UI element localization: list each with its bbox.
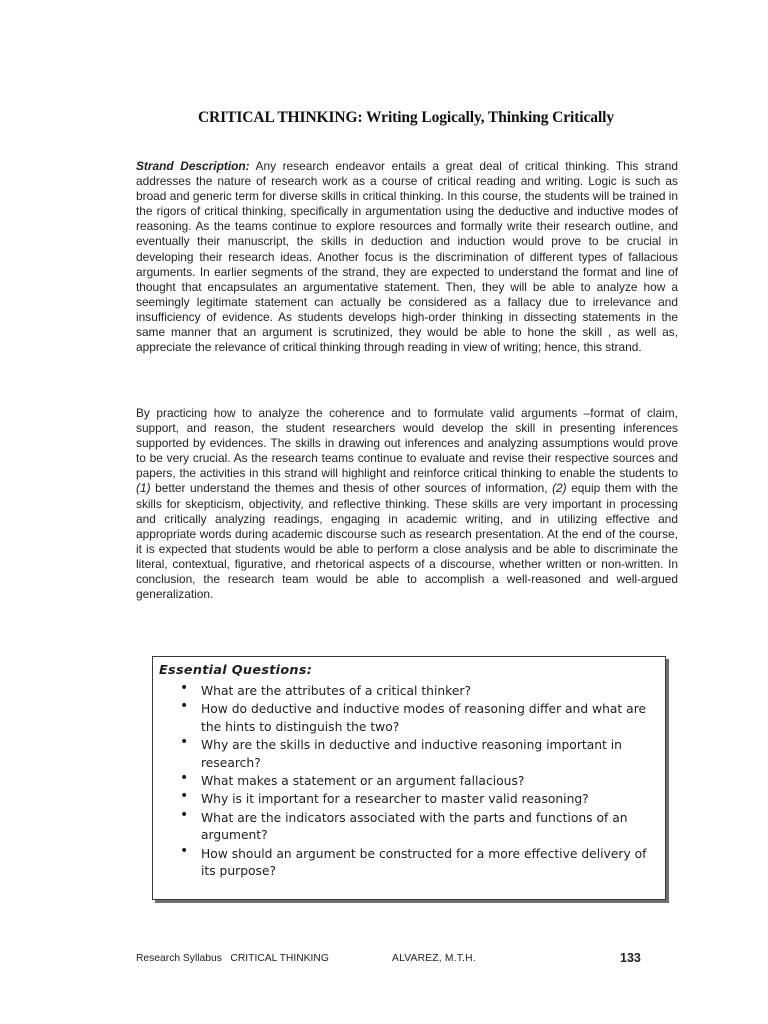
practice-text-c: equip them with the skills for skepticism, objectivity, and reflective thinking. These skills are very important in processing and critically analyzing readings, engaging in academic writing, and in utilizing effective and appropriate words during academic discourse such as research presentation. At the end of the course, it is expected that students would be able to perform a close analysis and be able to discriminate the literal, contextual, figurative, and rhetorical aspects of a discourse, whether written or non-written. In conclusion, the research team would be able to accomplish a well-reasoned and well-argued generalization. <box>136 481 678 602</box>
bullet-icon: • <box>180 788 189 805</box>
bullet-icon: • <box>180 698 189 715</box>
item-marker-1: (1) <box>136 481 151 496</box>
page-number: 133 <box>620 951 641 965</box>
list-item <box>153 788 665 808</box>
practice-text-b: better understand the themes and thesis of other sources of information, <box>150 481 553 496</box>
question-text: What makes a statement or an argument fallacious? <box>201 774 525 789</box>
item-marker-2: (2) <box>552 481 567 496</box>
bullet-icon: • <box>180 680 189 696</box>
essential-questions-heading: Essential Questions: <box>159 663 313 678</box>
footer-course: Research Syllabus CRITICAL THINKING <box>136 953 329 964</box>
list-item <box>153 698 665 736</box>
practice-text-a: By practicing how to analyze the coherence and to formulate valid arguments –format of claim, support, and reason, the student researchers would develop the skill in presenting inferences supported by evidences. The skills in drawing out inferences and analyzing assumptions would prove to be very crucial. As the research teams continue to evaluate and revise their respective sources and papers, the activities in this strand will highlight and reinforce critical thinking to enable the students to <box>136 406 678 481</box>
strand-description-label: Strand Description: <box>136 159 250 173</box>
list-item <box>153 806 665 845</box>
bullet-icon: • <box>180 734 189 751</box>
list-item <box>153 680 665 700</box>
question-text: Why are the skills in deductive and inductive reasoning important in research? <box>201 738 622 770</box>
bullet-icon: • <box>180 806 189 823</box>
essential-questions-box <box>152 656 666 900</box>
list-item <box>153 770 665 790</box>
bullet-icon: • <box>180 842 189 859</box>
list-item <box>153 734 665 772</box>
practice-paragraph <box>136 406 678 602</box>
question-text: Why is it important for a researcher to master valid reasoning? <box>201 792 589 807</box>
question-text: What are the attributes of a critical thinker? <box>201 684 472 698</box>
list-item <box>153 842 665 881</box>
page-title: CRITICAL THINKING: Writing Logically, Thinking Critically <box>197 109 615 126</box>
strand-description-text: Any research endeavor entails a great deal of critical thinking. This strand addresses the nature of research work as a course of critical reading and writing. Logic is such as broad and generic term for diverse skills in critical thinking. In this course, the students will be trained in the rigors of critical thinking, specifically in argumentation using the deductive and inductive modes of reasoning. As the teams continue to explore resources and formally write their research outline, and eventually their manuscript, the skills in deduction and induction would prove to be crucial in developing their research ideas. Another focus is the discrimination of different types of fallacious arguments. In earlier segments of the strand, they are expected to understand the format and line of thought that encapsulates an argumentative statement. Then, they will be able to analyze how a seemingly legitimate statement can actually be considered as a fallacy due to irrelevance and insufficiency of evidence. As students develops high-order thinking in dissecting statements in the same manner that an argument is scrutinized, they would be able to hone the skill , as well as, appreciate the relevance of critical thinking through reading in view of writing; hence, this strand. <box>136 159 678 355</box>
question-text: What are the indicators associated with the parts and functions of an argument? <box>201 810 628 843</box>
footer-author: ALVAREZ, M.T.H. <box>392 953 476 964</box>
question-text: How do deductive and inductive modes of reasoning differ and what are the hints to distinguish the two? <box>201 702 647 734</box>
bullet-icon: • <box>180 770 189 787</box>
strand-description <box>136 159 678 355</box>
question-text: How should an argument be constructed for a more effective delivery of its purpose? <box>201 846 647 879</box>
essential-questions-list <box>153 680 665 881</box>
